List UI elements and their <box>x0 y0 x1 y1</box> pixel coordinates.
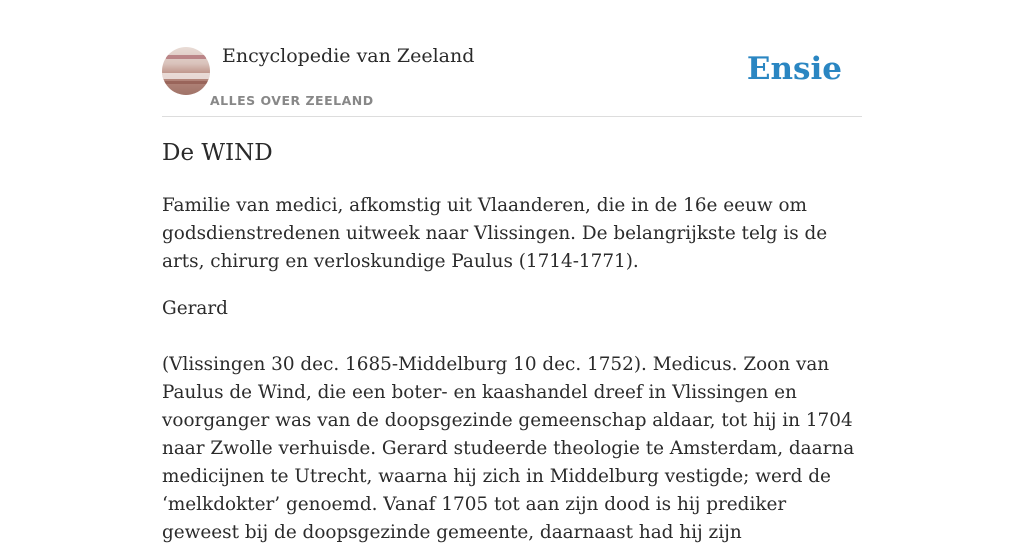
avatar-detail <box>166 55 206 59</box>
site-subtitle: ALLES OVER ZEELAND <box>210 93 374 108</box>
article-title: De WIND <box>162 140 273 166</box>
page-container <box>162 0 862 543</box>
article-paragraph: (Vlissingen 30 dec. 1685-Middelburg 10 dec. 1752). Medicus. Zoon van Paulus de Wind, die een boter- en kaashandel dreef in Vlissingen en voorganger was van de doopsgezinde gemeenschap aldaar, tot hij in 1704 naar Zwolle verhuisde. Gerard studeerde theologie te Amsterdam, daarna medicijnen te Utrecht, waarna hij zich in Middelburg vestigde; werd de ‘melkdokter’ genoemd. Vanaf 1705 tot aan zijn dood is hij prediker geweest bij de doopsgezinde gemeente, daarnaast had hij zijn <box>162 354 855 543</box>
article-paragraph: Gerard <box>162 298 228 319</box>
avatar-detail <box>162 81 210 84</box>
site-header <box>162 0 862 117</box>
brand-logo[interactable]: Ensie <box>746 51 842 87</box>
site-avatar[interactable] <box>162 47 210 95</box>
article-paragraph: Familie van medici, afkomstig uit Vlaanderen, die in de 16e eeuw om godsdienstredenen uitweek naar Vlissingen. De belangrijkste telg is de arts, chirurg en verloskundige Paulus (1714-1771). <box>162 195 828 272</box>
site-title[interactable]: Encyclopedie van Zeeland <box>222 45 475 67</box>
avatar-detail <box>162 73 210 79</box>
